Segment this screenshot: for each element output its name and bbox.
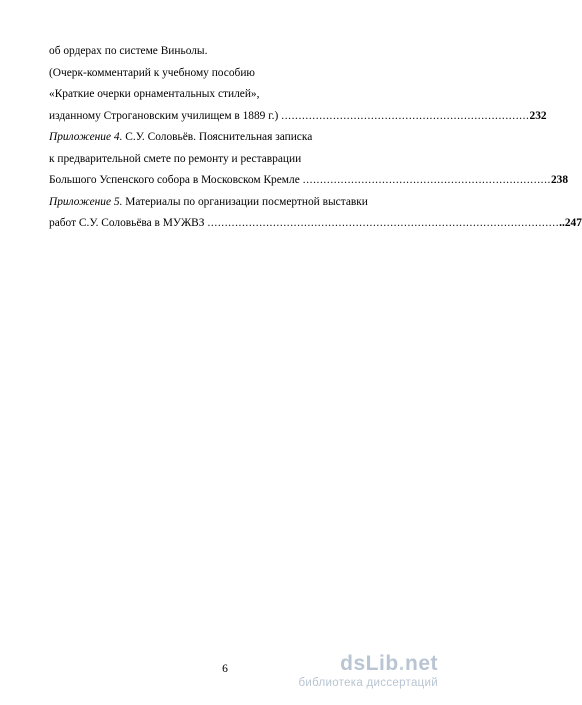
toc-line bbox=[49, 127, 414, 149]
toc-line bbox=[49, 149, 414, 171]
toc-text: к предварительной смете по ремонту и реставрации bbox=[49, 152, 302, 165]
toc-leader-dots: ........................................................................ bbox=[281, 109, 530, 122]
watermark-logo-right: net bbox=[405, 652, 438, 675]
toc-text: С.У. Соловьёв. Пояснительная записка bbox=[122, 131, 313, 143]
toc-text: Большого Успенского собора в Московском Кремле bbox=[49, 174, 300, 186]
watermark-logo-dot: . bbox=[398, 652, 405, 675]
watermark bbox=[298, 652, 438, 690]
toc-page-number: 232 bbox=[529, 109, 547, 122]
table-of-contents bbox=[49, 41, 582, 235]
page-number: 6 bbox=[222, 663, 228, 675]
toc-text: Материалы по организации посмертной выставки bbox=[122, 195, 368, 208]
toc-page-number: 238 bbox=[550, 174, 569, 186]
toc-text: изданному Строгановским училищем в 1889 г.) bbox=[49, 109, 279, 122]
watermark-subtitle: библиотека диссертаций bbox=[298, 677, 438, 689]
toc-text: «Краткие очерки орнаментальных стилей», bbox=[49, 88, 260, 100]
toc-line bbox=[49, 192, 414, 214]
toc-leader-dots: ...................................................................................................... bbox=[207, 217, 560, 229]
toc-entry[interactable] bbox=[49, 170, 569, 192]
toc-entry[interactable] bbox=[49, 213, 582, 235]
toc-line bbox=[49, 63, 414, 85]
watermark-logo bbox=[298, 652, 438, 676]
toc-text: работ С.У. Соловьёва в МУЖВЗ bbox=[49, 217, 205, 229]
toc-text: (Очерк-комментарий к учебному пособию bbox=[49, 66, 255, 79]
watermark-logo-left: dsLib bbox=[340, 652, 399, 675]
toc-line bbox=[49, 84, 414, 106]
toc-line bbox=[49, 41, 414, 63]
toc-entry[interactable] bbox=[49, 106, 547, 128]
appendix-label: Приложение 5. bbox=[49, 195, 123, 208]
toc-page-number: ..247 bbox=[559, 217, 582, 229]
appendix-label: Приложение 4. bbox=[49, 131, 123, 143]
toc-text: об ордерах по системе Виньолы. bbox=[49, 45, 208, 57]
toc-leader-dots: ........................................................................ bbox=[302, 174, 551, 186]
